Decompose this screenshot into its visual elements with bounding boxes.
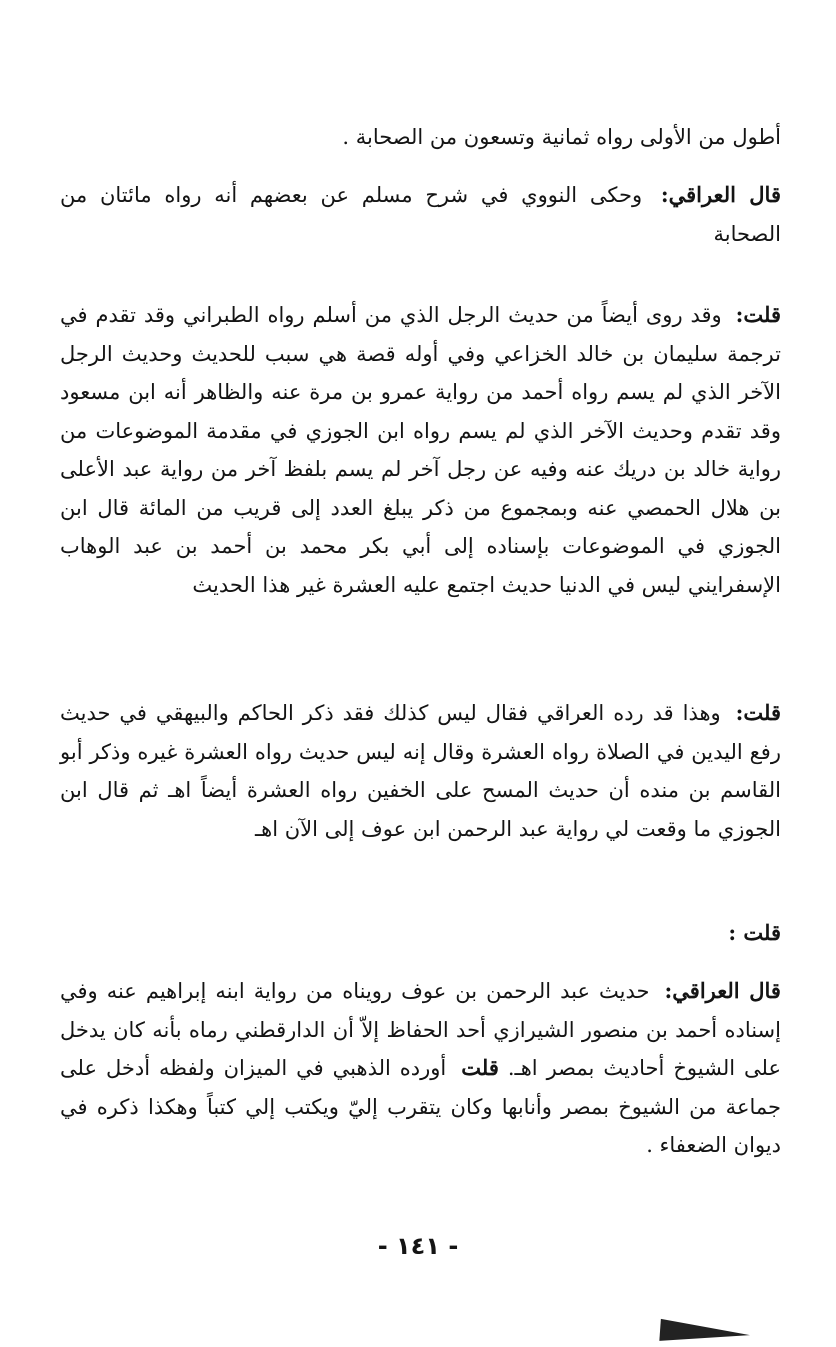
paragraph-6-lead: قال العراقي: [664, 978, 781, 1003]
paragraph-4 [60, 694, 781, 848]
paragraph-6-text: حديث عبد الرحمن بن عوف رويناه من رواية ابنه إبراهيم عنه وفي إسناده أحمد بن منصور الشيرازي أحد الحفاظ إلاّ أن الدارقطني رماه بأنه كان يدخل على الشيوخ أحاديث بمصر اهـ. [60, 979, 782, 1080]
paragraph-6-text-2: أورده الذهبي في الميزان ولفظه أدخل على جماعة من الشيوخ بمصر وأنابها وكان يتقرب إليّ ويكتب إلي كتباً وهكذا ذكره في ديوان الضعفاء . [60, 1056, 781, 1157]
paragraph-5-lead: قلت : [728, 920, 781, 945]
paragraph-4-lead: قلت: [735, 700, 781, 725]
paragraph-5 [60, 914, 781, 953]
paragraph-2-text: وحكى النووي في شرح مسلم عن بعضهم أنه رواه مائتان من الصحابة [60, 183, 781, 246]
paragraph-6 [60, 972, 781, 1165]
paragraph-1 [60, 118, 781, 157]
paragraph-3-lead: قلت: [735, 302, 781, 327]
paragraph-6-lead-2: قلت [461, 1055, 499, 1080]
paragraph-3 [60, 296, 781, 604]
paragraph-2 [60, 176, 781, 253]
paragraph-1-text: أطول من الأولى رواه ثمانية وتسعون من الصحابة . [342, 125, 781, 149]
page-number-container [0, 1232, 836, 1260]
page-number: - ١٤١ - [377, 1232, 459, 1260]
page-body [60, 110, 781, 1346]
paragraph-2-lead: قال العراقي: [660, 182, 781, 207]
paragraph-3-text: وقد روى أيضاً من حديث الرجل الذي من أسلم رواه الطبراني وقد تقدم في ترجمة سليمان بن خالد الخزاعي وفي أوله قصة هي سبب للحديث وحديث الرجل الآخر الذي لم يسم رواه أحمد من رواية عمرو بن مرة عنه والظاهر أنه ابن مسعود وقد تقدم وحديث الآخر الذي لم يسم رواه ابن الجوزي في مقدمة الموضوعات من رواية خالد بن دريك عنه وفيه عن رجل آخر لم يسم بلفظ آخر من رواية عبد الأعلى بن هلال الحمصي عنه وبمجموع من ذكر يبلغ العدد إلى قريب من المائة قال ابن الجوزي في الموضوعات بإسناده إلى أبي بكر محمد بن أحمد بن عبد الوهاب الإسفرايني ليس في الدنيا حديث اجتمع عليه العشرة غير هذا الحديث [60, 303, 781, 597]
paragraph-4-text: وهذا قد رده العراقي فقال ليس كذلك فقد ذكر الحاكم والبيهقي في حديث رفع اليدين في الصلاة رواه العشرة وقال إنه ليس حديث رواه العشرة غيره وذكر أبو القاسم بن منده أن حديث المسح على الخفين رواه العشرة أيضاً اهـ ثم قال ابن الجوزي ما وقعت لي رواية عبد الرحمن ابن عوف إلى الآن اهـ [60, 701, 781, 841]
